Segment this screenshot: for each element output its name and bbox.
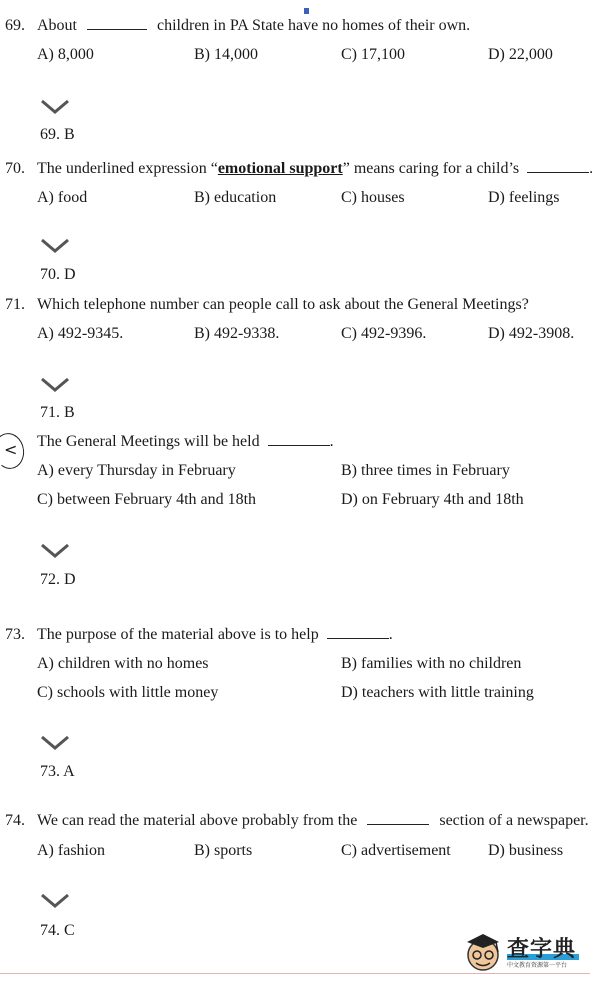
question-text-part: The purpose of the material above is to help [37, 626, 319, 643]
option-b: B) three times in February [341, 462, 510, 479]
answer-label: 73. A [40, 763, 75, 780]
option-d: D) business [488, 842, 564, 859]
question-number: 69. [5, 17, 25, 34]
arrow-left-icon: < [4, 440, 18, 459]
option-c: C) houses [341, 189, 405, 206]
question-number: 74. [5, 812, 25, 829]
option-d: D) feelings [488, 189, 560, 206]
question-text [37, 626, 393, 644]
top-marker [304, 8, 309, 14]
option-b: B) education [194, 189, 277, 206]
option-a: A) 492-9345. [37, 325, 124, 342]
answer-blank [268, 444, 330, 446]
chevron-down-icon[interactable] [40, 892, 70, 910]
logo-subtitle: 中文教育资源第一平台 [507, 962, 568, 969]
option-b: B) 492-9338. [194, 325, 280, 342]
answer-blank [327, 637, 389, 639]
answer-label: 70. D [40, 266, 76, 283]
option-a: A) fashion [37, 842, 105, 859]
question-text: Which telephone number can people call to ask about the General Meetings? [37, 296, 529, 313]
option-d: D) 22,000 [488, 46, 553, 63]
chevron-down-icon[interactable] [40, 376, 70, 394]
question-text [37, 17, 470, 35]
question-number: 70. [5, 160, 25, 177]
question-text-end: . [589, 160, 593, 177]
question-number: 71. [5, 296, 25, 313]
answer-blank [367, 823, 429, 825]
option-a: A) children with no homes [37, 655, 209, 672]
option-b: B) 14,000 [194, 46, 258, 63]
question-text [37, 812, 589, 830]
option-d: D) on February 4th and 18th [341, 491, 524, 508]
question-text [37, 433, 334, 451]
answer-label: 74. C [40, 922, 75, 939]
option-c: C) schools with little money [37, 684, 219, 701]
underlined-expression: emotional support [217, 160, 343, 177]
question-text-part: We can read the material above probably from the [37, 812, 358, 829]
option-c: C) 492-9396. [341, 325, 427, 342]
answer-label: 69. B [40, 126, 75, 143]
option-d: D) 492-3908. [488, 325, 575, 342]
bottom-divider [0, 973, 590, 974]
option-b: B) families with no children [341, 655, 522, 672]
question-text-part: About [37, 17, 77, 34]
option-a: A) food [37, 189, 88, 206]
question-text-end: . [329, 433, 334, 450]
question-text-part: children in PA State have no homes of their own. [157, 17, 471, 34]
question-text-part: The General Meetings will be held [37, 433, 260, 450]
question-number: 73. [5, 626, 25, 643]
question-text-end: . [388, 626, 393, 643]
chevron-down-icon[interactable] [40, 98, 70, 116]
option-d: D) teachers with little training [341, 684, 534, 701]
answer-label: 72. D [40, 571, 76, 588]
chevron-down-icon[interactable] [40, 542, 70, 560]
option-c: C) advertisement [341, 842, 451, 859]
answer-blank [527, 171, 589, 173]
option-c: C) 17,100 [341, 46, 405, 63]
chevron-down-icon[interactable] [40, 237, 70, 255]
logo-title: 查字典 [507, 937, 577, 962]
answer-label: 71. B [40, 404, 75, 421]
option-c: C) between February 4th and 18th [37, 491, 257, 508]
question-text-part: section of a newspaper. [439, 812, 589, 829]
question-text-part: The underlined expression “ [37, 160, 218, 177]
question-text-part: ” means caring for a child’s [342, 160, 520, 177]
answer-blank [87, 28, 147, 30]
option-a: A) 8,000 [37, 46, 94, 63]
option-a: A) every Thursday in February [37, 462, 236, 479]
chevron-down-icon[interactable] [40, 734, 70, 752]
option-b: B) sports [194, 842, 253, 859]
question-text [37, 160, 593, 178]
